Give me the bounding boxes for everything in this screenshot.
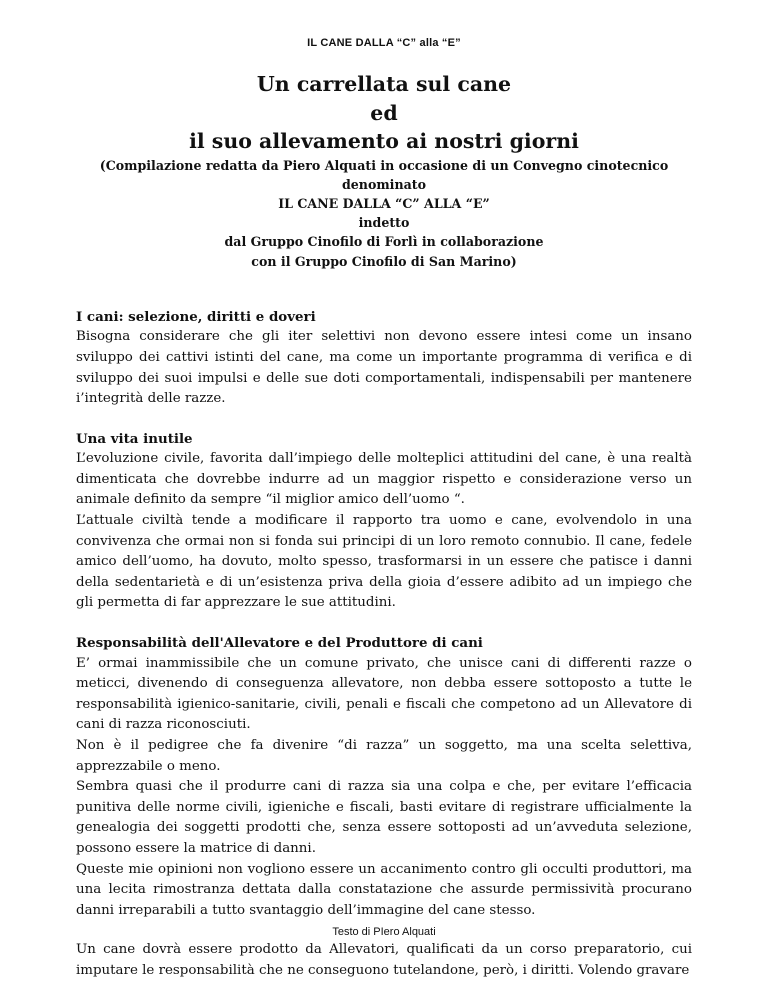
section-heading: Responsabilità dell'Allevatore e del Produttore di cani [76, 635, 483, 652]
paragraph: Non è il pedigree che fa divenire “di razza” un soggetto, ma una scelta selettiva, apprezzabile o meno. [76, 738, 692, 774]
paragraph: Sembra quasi che il produrre cani di razza sia una colpa e che, per evitare l’efficacia punitiva delle norme civili, igieniche e fiscali, basti evitare di registrare ufficialmente la genealogia dei soggetti prodotti che, senza essere sottoposti ad un’avveduta selezione, possono essere la matrice di danni. [76, 779, 692, 856]
paragraph: Queste mie opinioni non vogliono essere un accanimento contro gli occulti produttori, ma una lecita rimostranza dettata dalla constatazione che assurde permissività procurano danni irreparabili a tutto svantaggio dell’immagine del cane stesso. [76, 861, 692, 918]
subtitle-line: denominato [341, 176, 427, 192]
section-allevatori [76, 940, 692, 981]
paragraph: Un cane dovrà essere prodotto da Allevatori, qualificati da un corso preparatorio, cui imputare le responsabilità che ne conseguono tutelandone, però, i diritti. Volendo gravare [76, 942, 692, 978]
title-line: il suo allevamento ai nostri giorni [189, 129, 579, 153]
subtitle-line: con il Gruppo Cinofilo di San Marino) [251, 253, 517, 269]
paragraph: L’evoluzione civile, favorita dall’impiego delle molteplici attitudini del cane, è una realtà dimenticata che dovrebbe indurre ad un maggior rispetto e considerazione verso un animale definito da sempre “il miglior amico dell’uomo “. [76, 451, 692, 508]
document-title [76, 70, 692, 156]
subtitle-line: indetto [358, 215, 410, 231]
section-heading: Una vita inutile [76, 430, 193, 447]
paragraph: L’attuale civiltà tende a modificare il rapporto tra uomo e cane, evolvendolo in una convivenza che ormai non si fonda sui principi di un loro remoto connubio. Il cane, fedele amico dell’uomo, ha dovuto, molto spesso, trasformarsi in un essere che patisce i danni della sedentarietà e di un’esistenza priva della gioia d’essere adibito ad un impiego che gli permetta di far apprezzare le sue attitudini. [76, 513, 692, 611]
subtitle-line: (Compilazione redatta da Piero Alquati in occasione di un Convegno cinotecnico [99, 157, 669, 173]
page-footer: Testo di PIero Alquati [332, 926, 436, 938]
section-vita-inutile [76, 429, 692, 614]
title-line: ed [370, 100, 398, 125]
section-selezione [76, 307, 692, 410]
section-responsabilita [76, 633, 692, 921]
section-heading: I cani: selezione, diritti e doveri [76, 308, 316, 325]
document-subtitle [76, 156, 692, 271]
subtitle-line: IL CANE DALLA “C” ALLA “E” [278, 195, 490, 211]
document-body [76, 70, 692, 1001]
paragraph: Bisogna considerare che gli iter selettivi non devono essere intesi come un insano sviluppo dei cattivi istinti del cane, ma come un importante programma di verifica e di sviluppo dei suoi impulsi e delle sue doti comportamentali, indispensabili per mantenere i’integrità delle razze. [76, 329, 692, 407]
title-line: Un carrellata sul cane [256, 72, 512, 96]
subtitle-line: dal Gruppo Cinofilo di Forlì in collaborazione [224, 234, 544, 250]
paragraph: E’ ormai inammissibile che un comune privato, che unisce cani di differenti razze o meticci, divenendo di conseguenza allevatore, non debba essere sottoposto a tutte le responsabilità igienico-sanitarie, civili, penali e fiscali che competono ad un Allevatore di cani di razza riconosciuti. [76, 655, 692, 733]
running-header: IL CANE DALLA “C” alla “E” [307, 37, 461, 49]
